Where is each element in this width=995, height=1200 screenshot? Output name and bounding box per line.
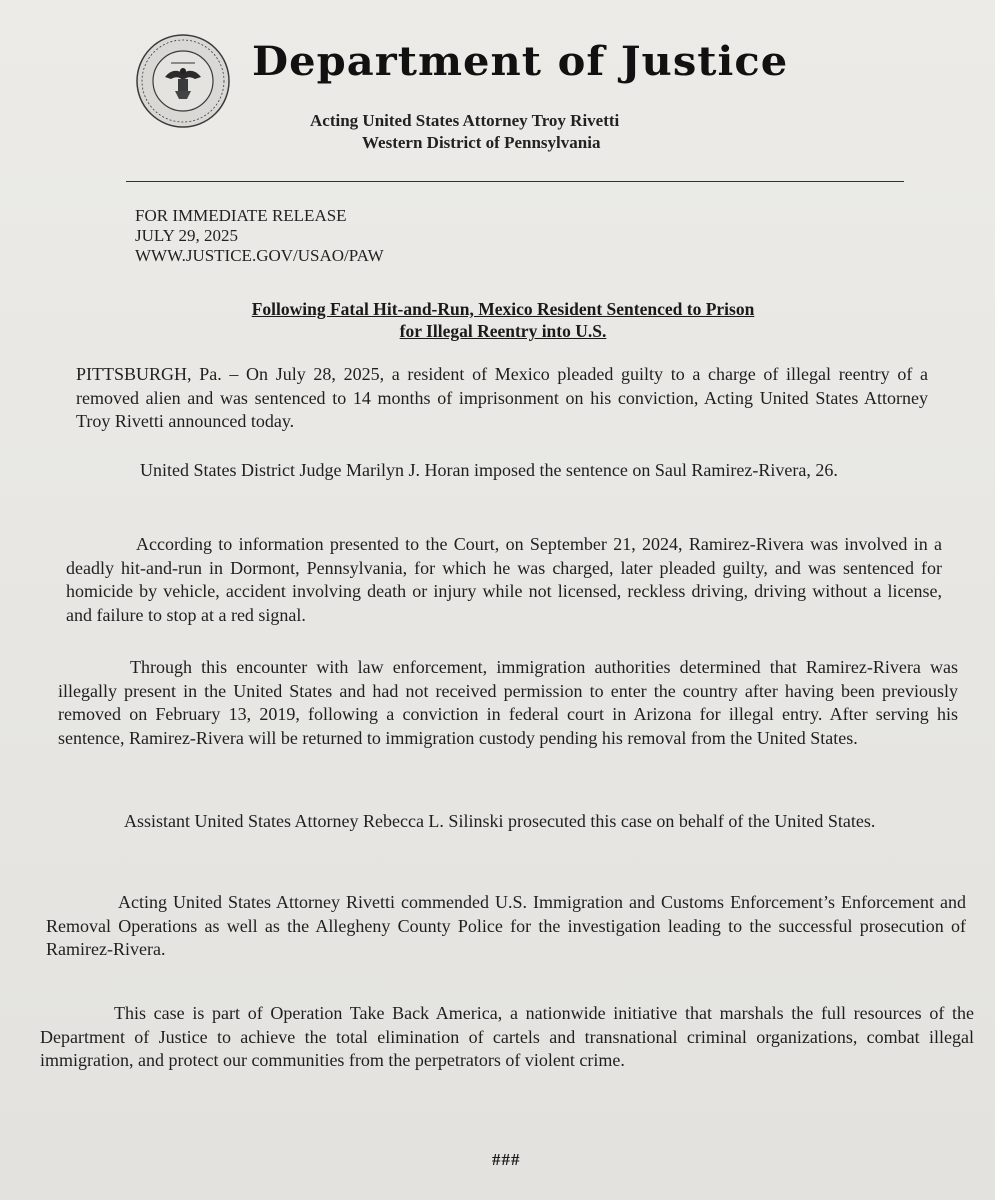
paragraph-operation: This case is part of Operation Take Back America, a nationwide initiative that marshals the full resources of the Department of Justice to achieve the total elimination of cartels and transnational criminal organizations, combat illegal immigration, and protect our communities from the perpetrators of violent crime. (40, 1003, 974, 1070)
release-date: JULY 29, 2025 (135, 226, 238, 245)
agency-title: Department of Justice (252, 38, 789, 85)
headline (130, 298, 876, 342)
headline-line-2: for Illegal Reentry into U.S. (399, 321, 607, 341)
doj-seal-icon (135, 33, 231, 129)
release-label: FOR IMMEDIATE RELEASE (135, 206, 347, 225)
paragraph-intro: PITTSBURGH, Pa. – On July 28, 2025, a resident of Mexico pleaded guilty to a charge of illegal reentry of a removed alien and was sentenced to 14 months of imprisonment on his conviction, Acting United States Attorney Troy Rivetti announced today. (76, 364, 928, 431)
paragraph-sentence: United States District Judge Marilyn J. Horan imposed the sentence on Saul Ramirez-Rivera, 26. (140, 460, 838, 480)
release-info (135, 206, 384, 266)
release-url: WWW.JUSTICE.GOV/USAO/PAW (135, 246, 384, 265)
attorney-line: Acting United States Attorney Troy Rivetti (310, 111, 620, 130)
paragraph-background: According to information presented to the Court, on September 21, 2024, Ramirez-Rivera was involved in a deadly hit-and-run in Dormont, Pennsylvania, for which he was charged, later pleaded guilty, and was sentenced for homicide by vehicle, accident involving death or injury while not licensed, reckless driving, driving without a license, and failure to stop at a red signal. (66, 534, 942, 625)
header-divider (126, 181, 904, 182)
end-mark: ### (492, 1150, 521, 1169)
paragraph-immigration: Through this encounter with law enforcement, immigration authorities determined that Ramirez-Rivera was illegally present in the United States and had not received permission to enter the country after having been previously removed on February 13, 2019, following a conviction in federal court in Arizona for illegal entry. After serving his sentence, Ramirez-Rivera will be returned to immigration custody pending his removal from the United States. (58, 657, 958, 748)
paragraph-commendation: Acting United States Attorney Rivetti commended U.S. Immigration and Customs Enforcement’s Enforcement and Removal Operations as well as the Allegheny County Police for the investigation leading to the successful prosecution of Ramirez-Rivera. (46, 892, 966, 959)
headline-line-1: Following Fatal Hit-and-Run, Mexico Resident Sentenced to Prison (251, 299, 755, 319)
district-line: Western District of Pennsylvania (362, 133, 601, 152)
paragraph-prosecutor: Assistant United States Attorney Rebecca L. Silinski prosecuted this case on behalf of the United States. (124, 811, 876, 831)
